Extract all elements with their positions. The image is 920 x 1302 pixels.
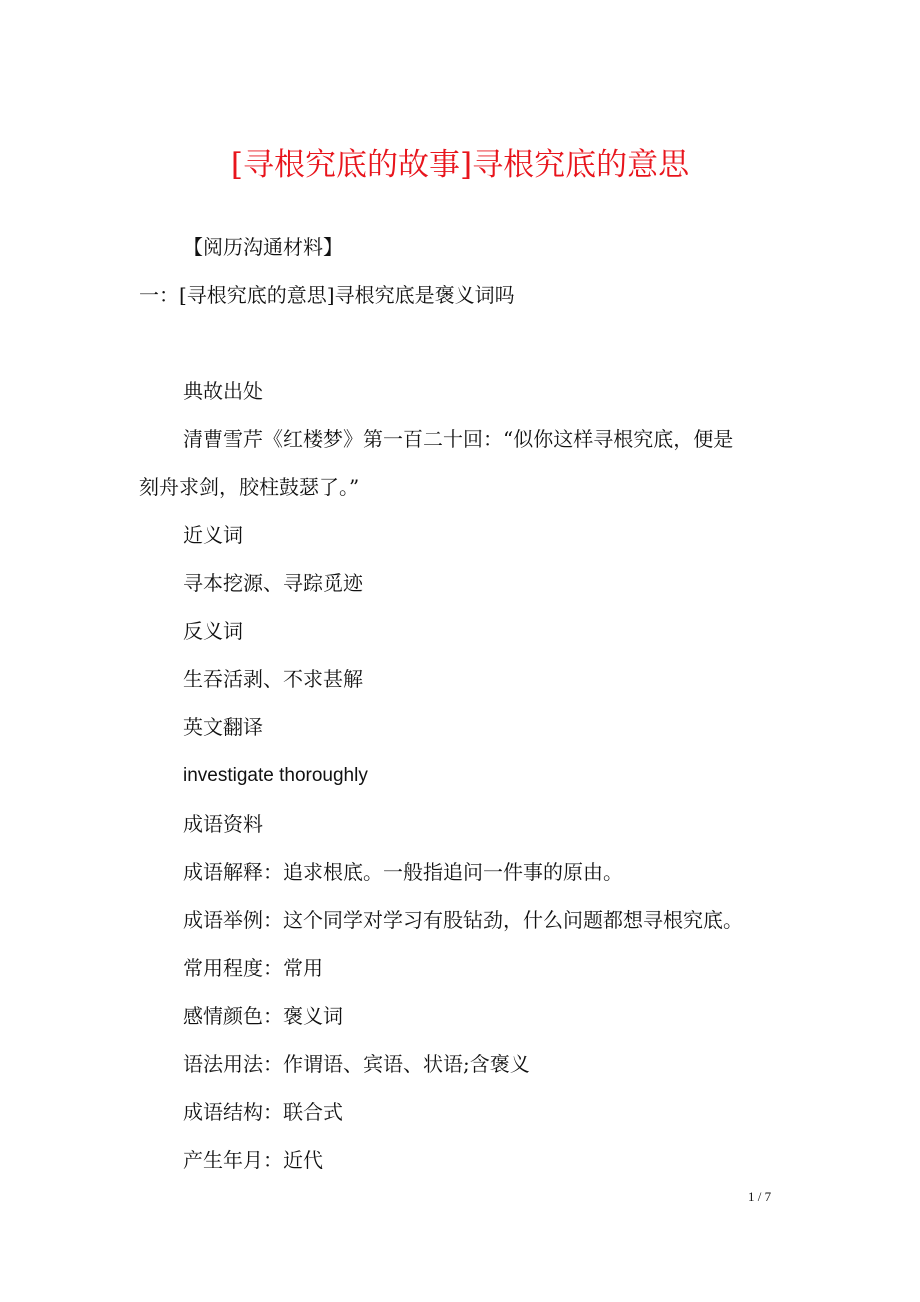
sentiment: 感情颜色：褒义词 xyxy=(183,1004,343,1028)
idiom-info-heading: 成语资料 xyxy=(183,812,263,836)
origin-text-line-1: 清曹雪芹《红楼梦》第一百二十回：“似你这样寻根究底，便是 xyxy=(183,427,734,451)
synonyms-heading: 近义词 xyxy=(183,523,243,547)
idiom-structure: 成语结构：联合式 xyxy=(183,1100,343,1124)
page-number: 1 / 7 xyxy=(748,1189,772,1204)
origin-heading: 典故出处 xyxy=(183,379,263,403)
antonyms-heading: 反义词 xyxy=(183,619,243,643)
english-heading: 英文翻译 xyxy=(183,715,263,739)
idiom-example: 成语举例：这个同学对学习有股钻劲，什么问题都想寻根究底。 xyxy=(183,908,743,932)
grammar-usage: 语法用法：作谓语、宾语、状语;含褒义 xyxy=(183,1052,530,1076)
synonyms-text: 寻本挖源、寻踪觅迹 xyxy=(183,571,363,595)
heading-one: 一：[寻根究底的意思]寻根究底是褒义词吗 xyxy=(139,283,515,307)
origin-text-line-2: 刻舟求剑，胶柱鼓瑟了。” xyxy=(139,475,360,499)
document-title: [寻根究底的故事]寻根究底的意思 xyxy=(230,147,690,183)
usage-level: 常用程度：常用 xyxy=(183,956,323,980)
section-label: 【阅历沟通材料】 xyxy=(183,235,343,259)
english-translation: investigate thoroughly xyxy=(183,765,368,786)
antonyms-text: 生吞活剥、不求甚解 xyxy=(183,667,363,691)
origin-era: 产生年月：近代 xyxy=(183,1148,323,1172)
idiom-explanation: 成语解释：追求根底。一般指追问一件事的原由。 xyxy=(183,860,623,884)
